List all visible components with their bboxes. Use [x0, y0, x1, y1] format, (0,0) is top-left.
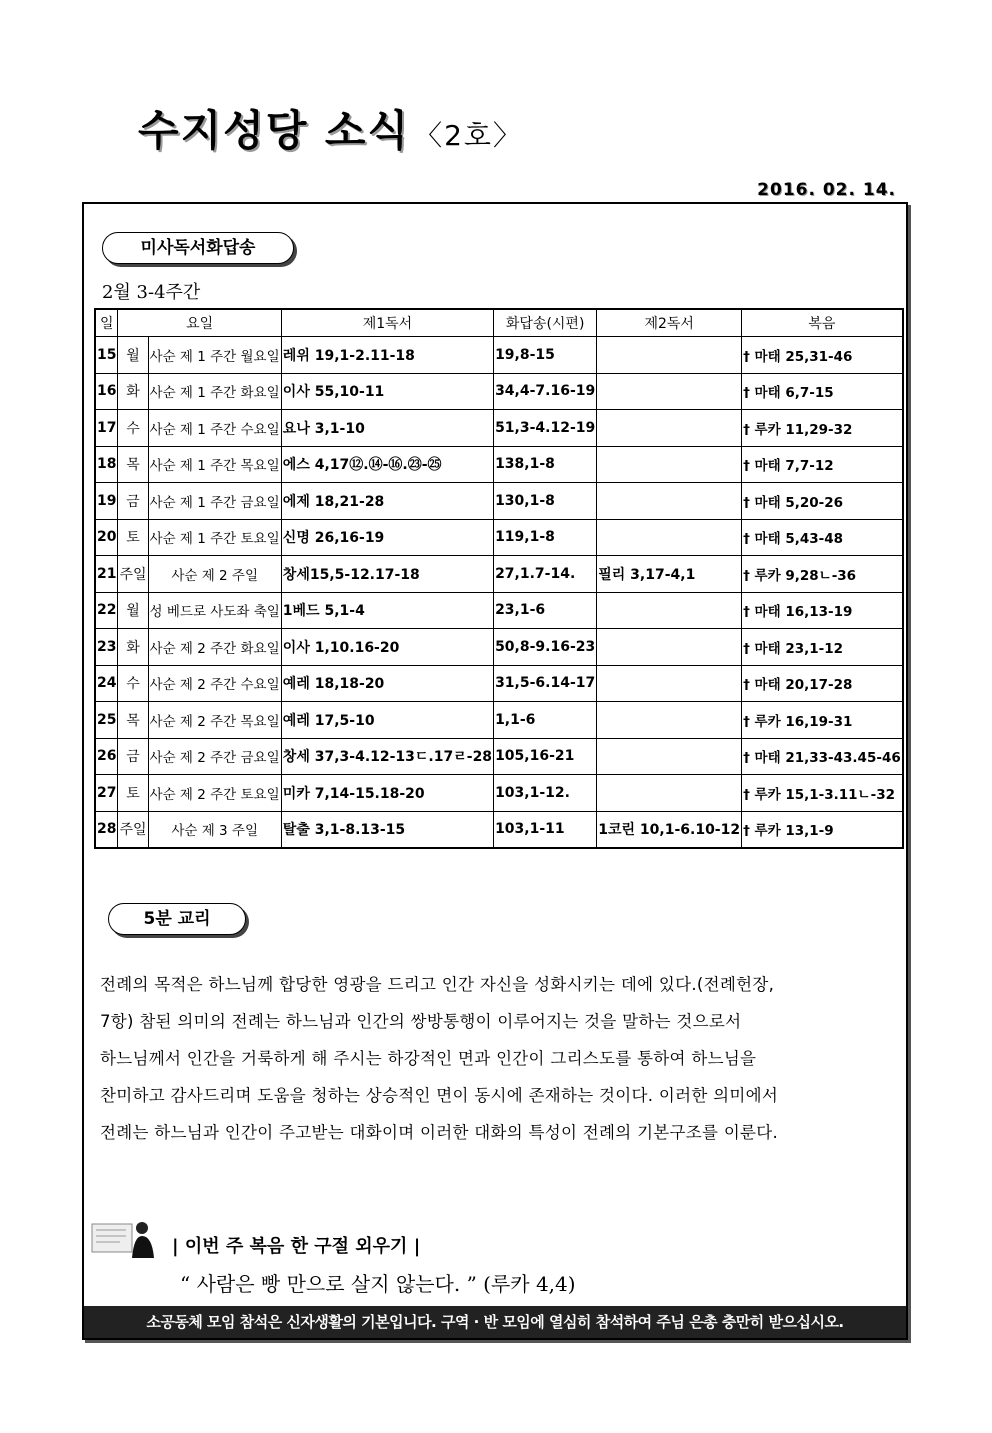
- cell-psalm: 19,8-15: [494, 337, 597, 374]
- cell-liturgical-day: 사순 제 2 주간 화요일: [148, 629, 281, 666]
- cell-weekday: 금: [118, 483, 148, 520]
- cell-second-reading: [597, 337, 742, 374]
- cell-day: 16: [95, 373, 118, 410]
- cell-day: 25: [95, 702, 118, 739]
- cell-psalm: 130,1-8: [494, 483, 597, 520]
- cell-gospel: † 마태 5,20-26: [742, 483, 903, 520]
- doctrine-line: 찬미하고 감사드리며 도움을 청하는 상승적인 면이 동시에 존재하는 것이다. 이러한 의미에서: [100, 1086, 779, 1105]
- cell-second-reading: 1코린 10,1-6.10-12: [597, 811, 742, 848]
- col-header-psalm: 화답송(시편): [494, 309, 597, 337]
- verse-text: “ 사람은 빵 만으로 살지 않는다. ” (루카 4,4): [180, 1272, 576, 1296]
- cell-day: 26: [95, 738, 118, 775]
- cell-liturgical-day: 사순 제 1 주간 월요일: [148, 337, 281, 374]
- cell-second-reading: [597, 702, 742, 739]
- doctrine-line: 전례의 목적은 하느님께 합당한 영광을 드리고 인간 자신을 성화시키는 데에 있다.(전례헌장,: [100, 975, 775, 994]
- cell-first-reading: 이사 55,10-11: [281, 373, 493, 410]
- cell-psalm: 103,1-11: [494, 811, 597, 848]
- cell-first-reading: 에스 4,17⑫.⑭-⑯.㉓-㉕: [281, 446, 493, 483]
- cell-day: 15: [95, 337, 118, 374]
- cell-first-reading: 레위 19,1-2.11-18: [281, 337, 493, 374]
- cell-weekday: 주일: [118, 811, 148, 848]
- table-row: [95, 483, 903, 520]
- col-header-second-reading: 제2독서: [597, 309, 742, 337]
- cell-psalm: 103,1-12.: [494, 775, 597, 812]
- table-row: [95, 629, 903, 666]
- cell-weekday: 월: [118, 337, 148, 374]
- cell-liturgical-day: 사순 제 1 주간 금요일: [148, 483, 281, 520]
- cell-second-reading: [597, 775, 742, 812]
- cell-gospel: † 루카 16,19-31: [742, 702, 903, 739]
- cell-weekday: 토: [118, 519, 148, 556]
- cell-liturgical-day: 사순 제 2 주일: [148, 556, 281, 593]
- cell-first-reading: 에제 18,21-28: [281, 483, 493, 520]
- cell-liturgical-day: 사순 제 2 주간 목요일: [148, 702, 281, 739]
- table-row: [95, 337, 903, 374]
- col-header-weekday: 요일: [118, 309, 281, 337]
- cell-first-reading: 신명 26,16-19: [281, 519, 493, 556]
- title-text: 수지성당 소식: [138, 106, 411, 155]
- cell-second-reading: [597, 665, 742, 702]
- cell-weekday: 목: [118, 702, 148, 739]
- cell-gospel: † 마태 7,7-12: [742, 446, 903, 483]
- cell-first-reading: 1베드 5,1-4: [281, 592, 493, 629]
- cell-weekday: 월: [118, 592, 148, 629]
- cell-weekday: 수: [118, 410, 148, 447]
- cell-gospel: † 마태 16,13-19: [742, 592, 903, 629]
- cell-second-reading: [597, 446, 742, 483]
- cell-liturgical-day: 사순 제 3 주일: [148, 811, 281, 848]
- table-row: [95, 446, 903, 483]
- footer-banner: 소공동체 모임 참석은 신자생활의 기본입니다. 구역 · 반 모임에 열심히 참석하여 주님 은총 충만히 받으십시오.: [84, 1306, 906, 1338]
- cell-first-reading: 창세 37,3-4.12-13ㄷ.17ㄹ-28: [281, 738, 493, 775]
- issue-date: 2016. 02. 14.: [757, 180, 896, 200]
- cell-gospel: † 루카 9,28ㄴ-36: [742, 556, 903, 593]
- cell-gospel: † 마태 6,7-15: [742, 373, 903, 410]
- cell-liturgical-day: 사순 제 2 주간 금요일: [148, 738, 281, 775]
- cell-liturgical-day: 사순 제 1 주간 화요일: [148, 373, 281, 410]
- cell-psalm: 50,8-9.16-23: [494, 629, 597, 666]
- table-row: [95, 592, 903, 629]
- cell-second-reading: 필리 3,17-4,1: [597, 556, 742, 593]
- cell-weekday: 주일: [118, 556, 148, 593]
- doctrine-section-label: 5분 교리: [108, 903, 246, 935]
- cell-day: 18: [95, 446, 118, 483]
- doctrine-paragraph: [100, 966, 890, 1151]
- cell-psalm: 1,1-6: [494, 702, 597, 739]
- readings-period: 2월 3-4주간: [102, 282, 201, 303]
- cell-first-reading: 창세15,5-12.17-18: [281, 556, 493, 593]
- cell-psalm: 23,1-6: [494, 592, 597, 629]
- table-row: [95, 702, 903, 739]
- table-row: [95, 738, 903, 775]
- cell-weekday: 토: [118, 775, 148, 812]
- cell-weekday: 목: [118, 446, 148, 483]
- table-row: [95, 775, 903, 812]
- cell-weekday: 화: [118, 629, 148, 666]
- doctrine-line: 하느님께서 인간을 거룩하게 해 주시는 하강적인 면과 인간이 그리스도를 통하여 하느님을: [100, 1049, 757, 1068]
- cell-psalm: 34,4-7.16-19: [494, 373, 597, 410]
- col-header-day: 일: [95, 309, 118, 337]
- cell-second-reading: [597, 592, 742, 629]
- cell-day: 22: [95, 592, 118, 629]
- cell-liturgical-day: 성 베드로 사도좌 축일: [148, 592, 281, 629]
- table-row: [95, 665, 903, 702]
- cell-psalm: 119,1-8: [494, 519, 597, 556]
- cell-day: 19: [95, 483, 118, 520]
- cell-first-reading: 미카 7,14-15.18-20: [281, 775, 493, 812]
- cell-day: 23: [95, 629, 118, 666]
- cell-liturgical-day: 사순 제 1 주간 목요일: [148, 446, 281, 483]
- cell-second-reading: [597, 738, 742, 775]
- cell-liturgical-day: 사순 제 2 주간 수요일: [148, 665, 281, 702]
- cell-psalm: 27,1.7-14.: [494, 556, 597, 593]
- table-row: [95, 410, 903, 447]
- doctrine-line: 전례는 하느님과 인간이 주고받는 대화이며 이러한 대화의 특성이 전례의 기본구조를 이룬다.: [100, 1123, 779, 1142]
- cell-second-reading: [597, 629, 742, 666]
- issue-number: 〈2호〉: [414, 119, 523, 152]
- cell-second-reading: [597, 410, 742, 447]
- table-header-row: [95, 309, 903, 337]
- cell-first-reading: 예레 17,5-10: [281, 702, 493, 739]
- cell-second-reading: [597, 519, 742, 556]
- cell-day: 20: [95, 519, 118, 556]
- cell-gospel: † 마태 5,43-48: [742, 519, 903, 556]
- cell-day: 27: [95, 775, 118, 812]
- cell-first-reading: 예레 18,18-20: [281, 665, 493, 702]
- cell-psalm: 105,16-21: [494, 738, 597, 775]
- cell-gospel: † 루카 13,1-9: [742, 811, 903, 848]
- cell-day: 17: [95, 410, 118, 447]
- col-header-first-reading: 제1독서: [281, 309, 493, 337]
- verse-heading: | 이번 주 복음 한 구절 외우기 |: [172, 1236, 421, 1257]
- cell-second-reading: [597, 373, 742, 410]
- cell-liturgical-day: 사순 제 1 주간 토요일: [148, 519, 281, 556]
- reading-figure-illustration: [90, 1218, 156, 1258]
- cell-gospel: † 루카 15,1-3.11ㄴ-32: [742, 775, 903, 812]
- cell-psalm: 51,3-4.12-19: [494, 410, 597, 447]
- cell-day: 28: [95, 811, 118, 848]
- cell-gospel: † 마태 23,1-12: [742, 629, 903, 666]
- table-row: [95, 556, 903, 593]
- col-header-gospel: 복음: [742, 309, 903, 337]
- cell-day: 24: [95, 665, 118, 702]
- cell-weekday: 수: [118, 665, 148, 702]
- cell-gospel: † 마태 25,31-46: [742, 337, 903, 374]
- cell-day: 21: [95, 556, 118, 593]
- cell-psalm: 138,1-8: [494, 446, 597, 483]
- cell-second-reading: [597, 483, 742, 520]
- cell-first-reading: 요나 3,1-10: [281, 410, 493, 447]
- doctrine-line: 7항) 참된 의미의 전례는 하느님과 인간의 쌍방통행이 이루어지는 것을 말하는 것으로서: [100, 1012, 742, 1031]
- cell-gospel: † 마태 21,33-43.45-46: [742, 738, 903, 775]
- table-row: [95, 519, 903, 556]
- cell-liturgical-day: 사순 제 1 주간 수요일: [148, 410, 281, 447]
- cell-first-reading: 탈출 3,1-8.13-15: [281, 811, 493, 848]
- cell-first-reading: 이사 1,10.16-20: [281, 629, 493, 666]
- readings-table: [94, 308, 904, 849]
- cell-gospel: † 루카 11,29-32: [742, 410, 903, 447]
- cell-gospel: † 마태 20,17-28: [742, 665, 903, 702]
- cell-psalm: 31,5-6.14-17: [494, 665, 597, 702]
- cell-liturgical-day: 사순 제 2 주간 토요일: [148, 775, 281, 812]
- cell-weekday: 화: [118, 373, 148, 410]
- readings-section-label: 미사독서화답송: [102, 232, 294, 264]
- cell-weekday: 금: [118, 738, 148, 775]
- table-row: [95, 373, 903, 410]
- table-row: [95, 811, 903, 848]
- newsletter-title: [138, 98, 523, 158]
